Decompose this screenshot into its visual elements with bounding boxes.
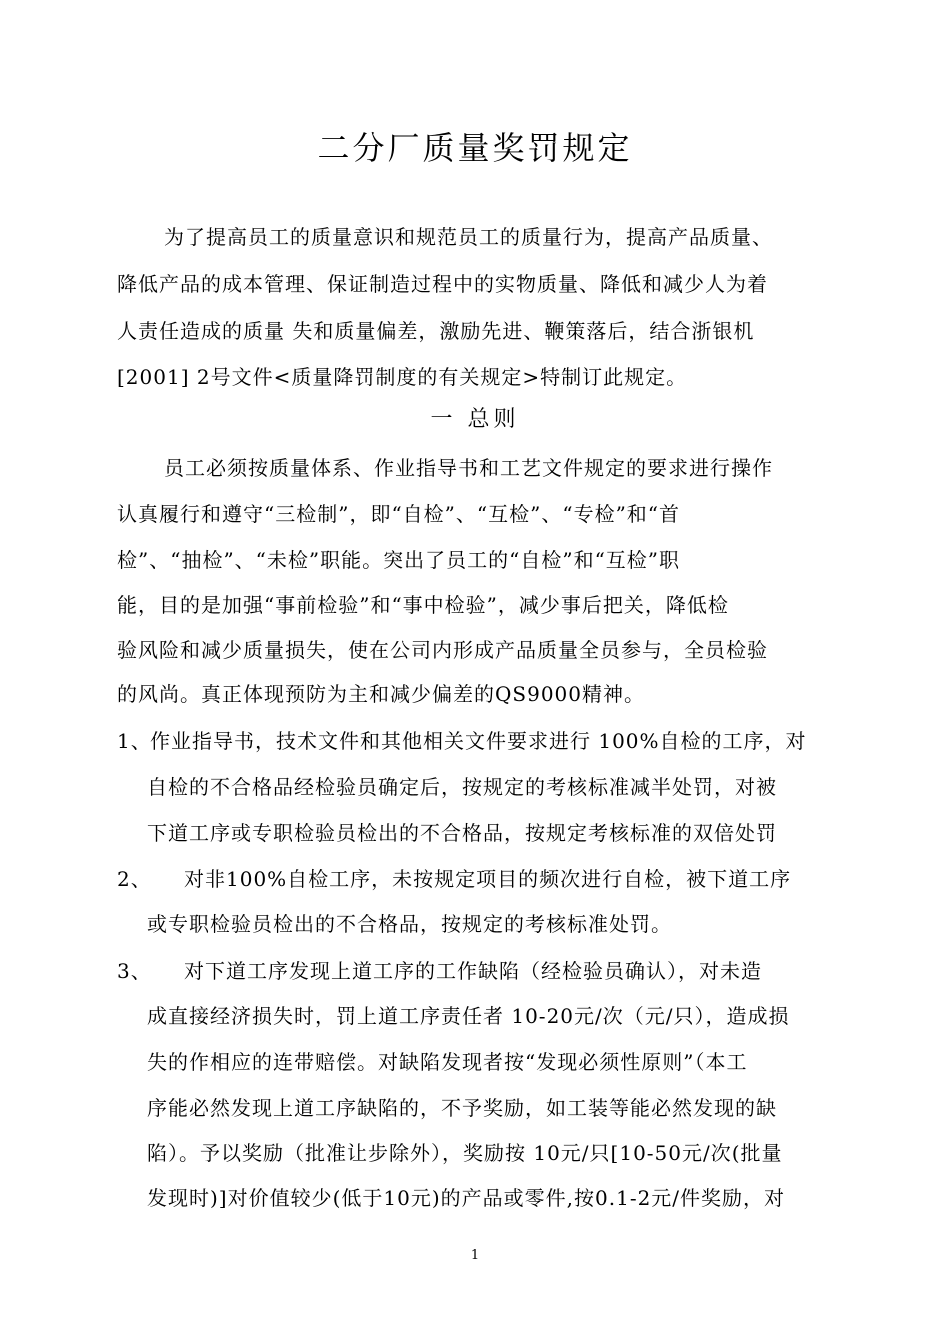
general-line: 验风险和减少质量损失，使在公司内形成产品质量全员参与，全员检验 [117, 638, 768, 662]
item-number: 1、 [117, 729, 152, 753]
general-line: 检”、“抽检”、“未检”职能。突出了员工的“自检”和“互检”职 [117, 548, 681, 572]
intro-line: 人责任造成的质量 失和质量偏差，激励先进、鞭策落后，结合浙银机 [117, 319, 755, 343]
general-line: 的风尚。真正体现预防为主和减少偏差的QS9000精神。 [117, 682, 645, 706]
item-number: 3、 [117, 959, 152, 983]
general-line: 员工必须按质量体系、作业指导书和工艺文件规定的要求进行操作 [164, 456, 773, 480]
intro-line: 为了提高员工的质量意识和规范员工的质量行为，提高产品质量、 [164, 225, 773, 249]
item-line: 作业指导书，技术文件和其他相关文件要求进行 100%自检的工序，对 [150, 729, 807, 753]
page-number: 1 [470, 1248, 480, 1263]
item-line: 自检的不合格品经检验员确定后，按规定的考核标准减半处罚，对被 [147, 775, 777, 799]
item-line: 下道工序或专职检验员检出的不合格品，按规定考核标准的双倍处罚 [147, 821, 777, 845]
item-line: 对非100%自检工序，未按规定项目的频次进行自检，被下道工序 [184, 867, 792, 891]
item-line: 对下道工序发现上道工序的工作缺陷（经检验员确认），对未造 [184, 959, 762, 983]
item-line: 或专职检验员检出的不合格品，按规定的考核标准处罚。 [147, 912, 672, 936]
item-line: 陷）。予以奖励（批准让步除外），奖励按 10元/只[10-50元/次(批量 [147, 1141, 783, 1165]
item-line: 失的作相应的连带赔偿。对缺陷发现者按“发现必须性原则”（本工 [147, 1050, 748, 1074]
item-line: 发现时)]对价值较少(低于10元)的产品或零件,按0.1-2元/件奖励，对 [147, 1186, 786, 1210]
general-line: 认真履行和遵守“三检制”，即“自检”、“互检”、“专检”和“首 [117, 502, 681, 526]
general-line: 能，目的是加强“事前检验”和“事中检验”，减少事后把关，降低检 [117, 593, 729, 617]
item-line: 序能必然发现上道工序缺陷的，不予奖励，如工装等能必然发现的缺 [147, 1096, 777, 1120]
section-heading: 一 总则 [430, 407, 520, 432]
intro-line: 降低产品的成本管理、保证制造过程中的实物质量、降低和减少人为着 [117, 272, 768, 296]
item-number: 2、 [117, 867, 152, 891]
intro-line: [2001] 2号文件<质量降罚制度的有关规定>特制订此规定。 [117, 365, 688, 389]
item-line: 成直接经济损失时，罚上道工序责任者 10-20元/次（元/只），造成损 [147, 1004, 790, 1028]
document-title: 二分厂质量奖罚规定 [317, 129, 633, 167]
